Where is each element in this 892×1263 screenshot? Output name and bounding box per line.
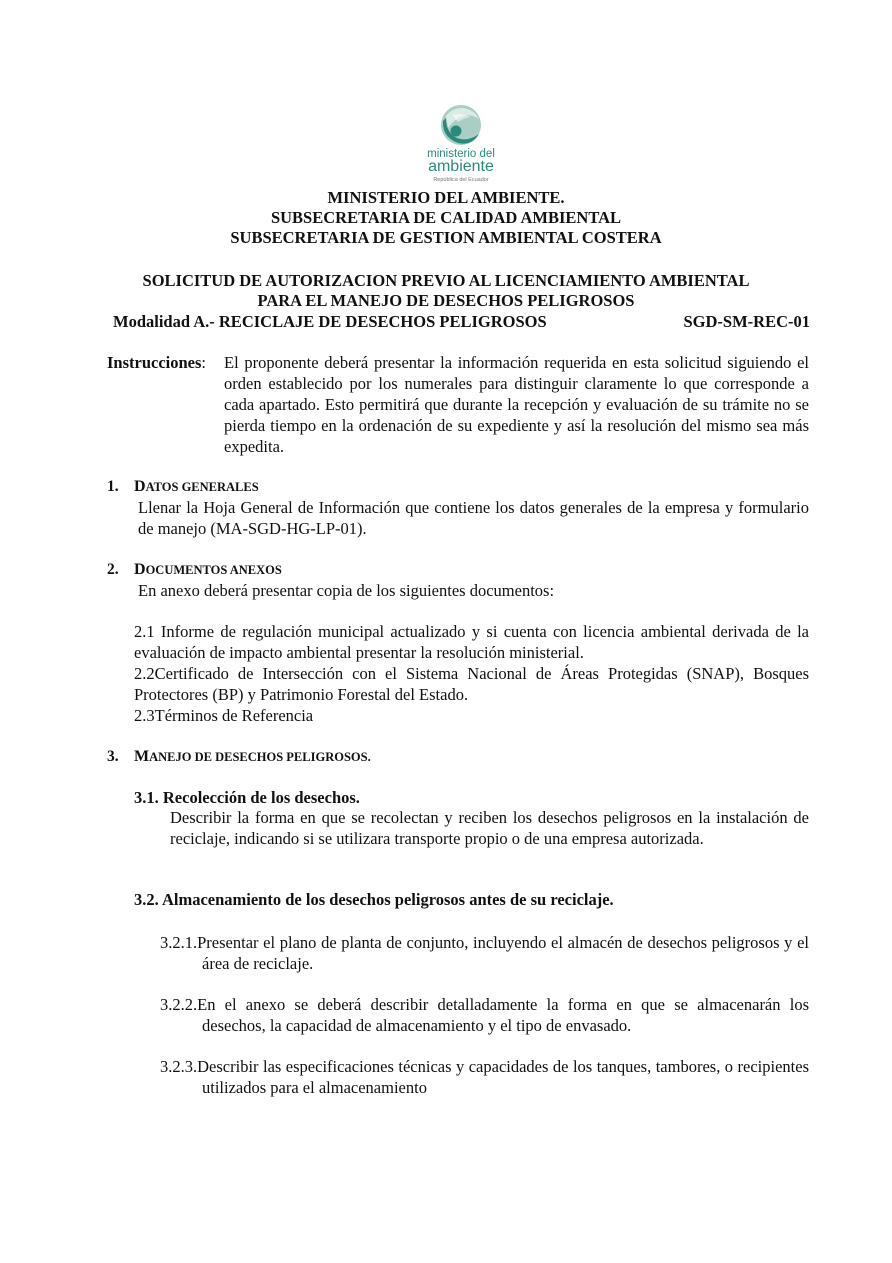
item-3-2-3-number: 3.2.3. <box>160 1057 198 1076</box>
item-3-2-2-number: 3.2.2. <box>160 995 198 1014</box>
document-title-line2: PARA EL MANEJO DE DESECHOS PELIGROSOS <box>257 291 635 310</box>
section-2-text: En anexo deberá presentar copia de los siguientes documentos: <box>138 581 555 600</box>
header-ministry: MINISTERIO DEL AMBIENTE. <box>327 188 565 207</box>
item-3-2-1-number: 3.2.1. <box>160 933 198 952</box>
section-1-number: 1. <box>107 478 119 495</box>
section-2-title <box>134 560 282 580</box>
section-1-title <box>134 477 259 497</box>
subsection-3-2-title: 3.2. Almacenamiento de los desechos peligrosos antes de su reciclaje. <box>134 890 614 909</box>
logo-text-line2: ambiente <box>428 158 494 175</box>
document-title-line1: SOLICITUD DE AUTORIZACION PREVIO AL LICENCIAMIENTO AMBIENTAL <box>142 271 750 290</box>
section-3-title-cap: M <box>134 748 150 765</box>
section-1-title-cap: D <box>134 478 146 495</box>
section-2-number: 2. <box>107 561 119 578</box>
section-2-item-2-2: 2.2Certificado de Intersección con el Sistema Nacional de Áreas Protegidas (SNAP), Bosques Protectores (BP) y Patrimonio Forestal del Estado. <box>134 664 809 704</box>
logo-emblem-icon <box>438 104 484 146</box>
header-subsecretaria-calidad: SUBSECRETARIA DE CALIDAD AMBIENTAL <box>270 208 622 227</box>
ministry-logo <box>419 104 503 188</box>
modalidad-line <box>113 312 810 332</box>
logo-text-line3: República del Ecuador <box>433 177 489 183</box>
subsection-3-1-title: 3.1. Recolección de los desechos. <box>134 788 360 807</box>
section-3-title <box>134 747 371 767</box>
document-code: SGD-SM-REC-01 <box>683 312 810 331</box>
header-subsecretaria-costera: SUBSECRETARIA DE GESTION AMBIENTAL COSTERA <box>230 228 662 247</box>
section-2-title-rest: OCUMENTOS ANEXOS <box>145 563 282 577</box>
item-3-2-2 <box>160 994 809 1036</box>
section-2-item-2-3: 2.3Términos de Referencia <box>134 706 314 725</box>
section-2-item-2-1: 2.1 Informe de regulación municipal actualizado y si cuenta con licencia ambiental derivada de la evaluación de impacto ambiental presentar la resolución ministerial. <box>134 622 809 662</box>
item-3-2-1-text: Presentar el plano de planta de conjunto, incluyendo el almacén de desechos peligrosos y el área de reciclaje. <box>197 933 809 973</box>
section-1-title-rest: ATOS GENERALES <box>145 480 259 494</box>
section-3-number: 3. <box>107 748 119 765</box>
item-3-2-3 <box>160 1056 809 1098</box>
instructions-label-text: Instrucciones <box>107 353 202 372</box>
section-3-title-rest: ANEJO DE DESECHOS PELIGROSOS. <box>149 750 371 764</box>
instructions-text: El proponente deberá presentar la información requerida en esta solicitud siguiendo el orden establecido por los numerales para distinguir claramente lo que corresponde a cada apartado. Esto permitirá que durante la recepción y evaluación de su trámite no se pierda tiempo en la ordenación de su expediente y así la resolución del mismo sea más expedita. <box>224 353 809 456</box>
instructions-colon: : <box>201 353 207 372</box>
item-3-2-2-text: En el anexo se deberá describir detalladamente la forma en que se almacenarán los desechos, la capacidad de almacenamiento y el tipo de envasado. <box>197 995 809 1035</box>
subsection-3-1-text: Describir la forma en que se recolectan y reciben los desechos peligrosos en la instalación de reciclaje, indicando si se utilizara transporte propio o de una empresa autorizada. <box>170 808 809 848</box>
logo-text-line1: ministerio del <box>427 148 495 160</box>
instructions-label <box>107 352 206 373</box>
item-3-2-1 <box>160 932 809 974</box>
section-2-title-cap: D <box>134 561 146 578</box>
modalidad-text: Modalidad A.- RECICLAJE DE DESECHOS PELIGROSOS <box>113 312 547 331</box>
section-1-text: Llenar la Hoja General de Información que contiene los datos generales de la empresa y formulario de manejo (MA-SGD-HG-LP-01). <box>138 498 809 538</box>
item-3-2-3-text: Describir las especificaciones técnicas y capacidades de los tanques, tambores, o recipientes utilizados para el almacenamiento <box>197 1057 809 1097</box>
